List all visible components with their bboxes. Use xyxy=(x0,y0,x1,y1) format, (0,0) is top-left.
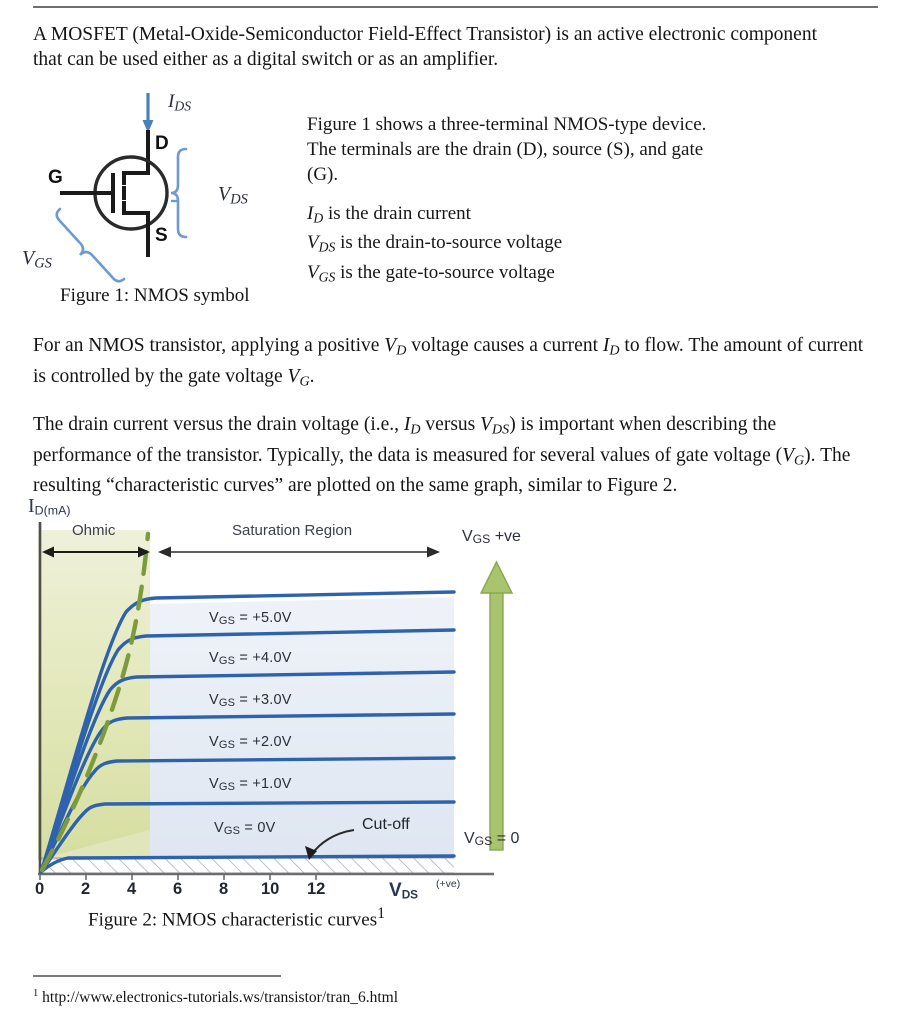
xtick-8: 8 xyxy=(219,880,229,898)
xtick-0: 0 xyxy=(35,880,45,898)
paragraph-intro: A MOSFET (Metal-Oxide-Semiconductor Field-Effect Transistor) is an active electronic component that can be used either as a digital switch or as an amplifier. xyxy=(33,24,817,70)
label-gate: G xyxy=(48,167,63,188)
label-drain: D xyxy=(155,133,169,154)
x-axis-label: VDS xyxy=(389,880,419,902)
definition-vds: $V_{DS}$ is the drain-to-source voltage xyxy=(307,232,563,255)
figure1-description xyxy=(307,112,737,289)
xtick-6: 6 xyxy=(173,880,183,898)
curve-label-vgs-0: VGS = 0V xyxy=(214,820,276,837)
y-axis-label: ID(mA) xyxy=(28,495,71,518)
curve-label-vgs-5: VGS = +5.0V xyxy=(209,610,292,627)
figure2-caption xyxy=(88,905,385,931)
curve-label-vgs-4: VGS = +4.0V xyxy=(209,650,292,667)
curve-label-vgs-1: VGS = +1.0V xyxy=(209,776,292,793)
label-vgs: $V_{GS}$ xyxy=(22,247,52,272)
footnote-marker: 1 xyxy=(33,988,39,999)
figure1-caption: Figure 1: NMOS symbol xyxy=(60,285,250,306)
figure1-desc-line1: Figure 1 shows a three-terminal NMOS-type device. The xyxy=(307,114,707,160)
footnote-separator xyxy=(33,975,281,977)
x-axis-polarity-note: (+ve) xyxy=(436,878,461,890)
annotation-cutoff: Cut-off xyxy=(362,816,410,833)
xtick-4: 4 xyxy=(127,880,137,898)
definition-vgs: $V_{GS}$ is the gate-to-source voltage xyxy=(307,261,555,285)
label-source: S xyxy=(155,225,168,246)
figure2-footnote-marker: 1 xyxy=(377,905,386,922)
annotation-vgs-zero: VGS = 0 xyxy=(464,830,520,849)
definition-id: $I_D$ is the drain current xyxy=(307,203,471,226)
header-rule xyxy=(33,6,878,8)
spacer xyxy=(307,187,737,201)
footnote xyxy=(33,988,398,1007)
footnote-url: http://www.electronics-tutorials.ws/transistor/tran_6.html xyxy=(42,989,399,1007)
curve-label-vgs-3: VGS = +3.0V xyxy=(209,692,292,709)
label-ids: $I_{DS}$ xyxy=(168,91,192,114)
xtick-12: 12 xyxy=(307,880,326,898)
paragraph-nmos: For an NMOS transistor, applying a positive $V_D$ voltage causes a current $I_D$ to flow. The amount of current is controlled by the gate voltage $V_G$. xyxy=(33,335,864,389)
label-vds: $V_{DS}$ xyxy=(218,183,248,208)
region-label-saturation: Saturation Region xyxy=(232,522,353,539)
figure1-nmos-symbol xyxy=(0,85,330,310)
paragraph-curves: The drain current versus the drain voltage (i.e., $I_D$ versus $V_{DS}$) is important when describing the performance of the transistor. Typically, the data is measured for several values of gate voltage $(V_G)$. The resulting “characteristic curves” are plotted on the same graph, similar to Figure 2. xyxy=(33,414,851,496)
curve-label-vgs-2: VGS = +2.0V xyxy=(209,734,292,751)
figure2-caption-text: Figure 2: NMOS characteristic curves xyxy=(88,909,378,931)
figure1-desc-line2: terminals are the drain (D), source (S), and gate (G). xyxy=(307,139,704,185)
region-label-ohmic: Ohmic xyxy=(72,522,116,539)
figure2-characteristic-curves xyxy=(24,495,584,902)
xtick-10: 10 xyxy=(261,880,280,898)
xtick-2: 2 xyxy=(81,880,91,898)
annotation-vgs-positive: VGS +ve xyxy=(462,528,521,547)
nmos-symbol-svg xyxy=(0,85,330,310)
